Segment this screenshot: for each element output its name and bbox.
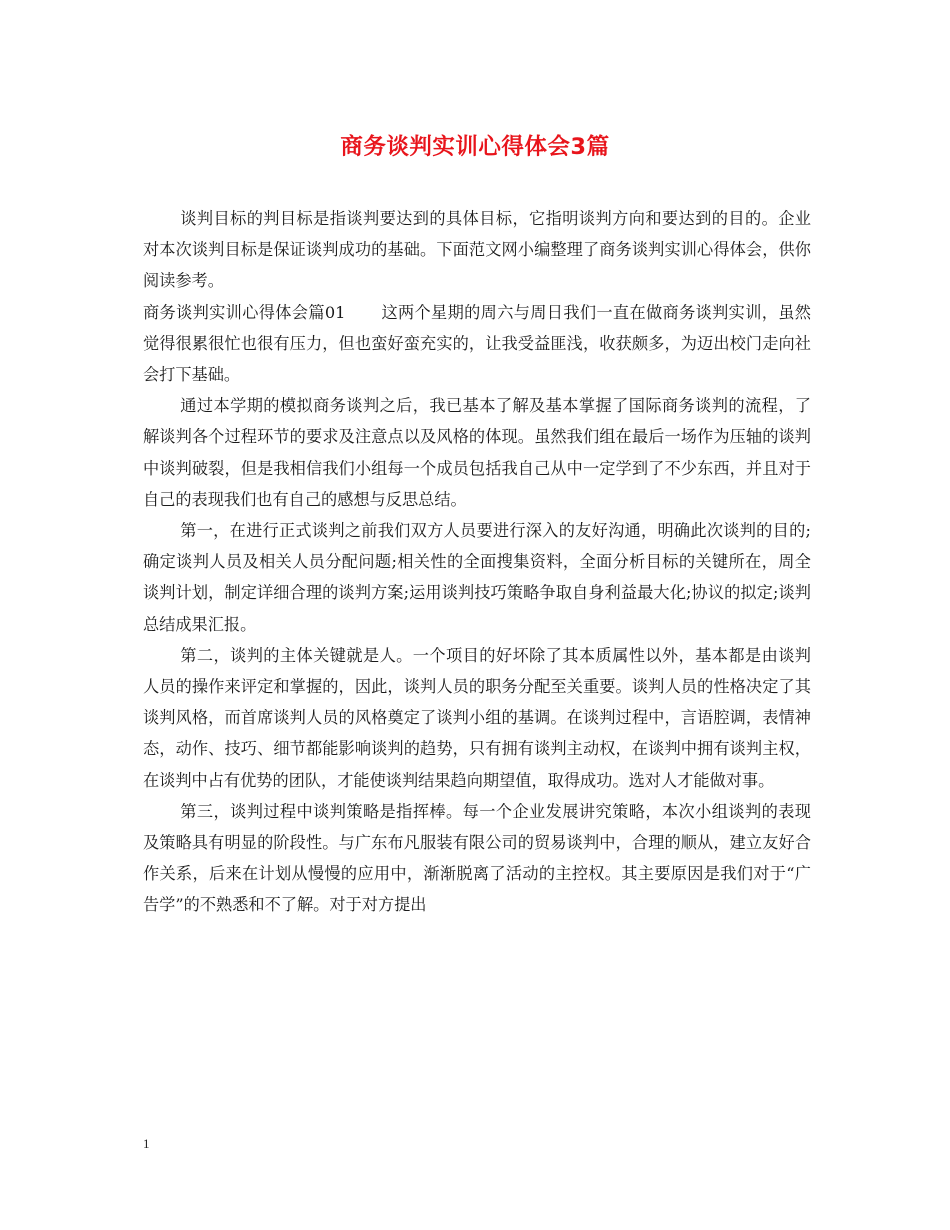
page-number: 1: [143, 1136, 150, 1151]
document-body: [143, 203, 811, 921]
section-heading: 商务谈判实训心得体会篇01: [143, 302, 346, 322]
section-first-text: 这两个星期的周六与周日我们一直在做商务谈判实训，虽然觉得很累很忙也很有压力，但也蛮好蛮充实的，让我受益匪浅，收获颇多，为迈出校门走向社会打下基础。: [143, 302, 811, 385]
paragraph-2: 通过本学期的模拟商务谈判之后，我已基本了解及基本掌握了国际商务谈判的流程，了解谈判各个过程环节的要求及注意点以及风格的体现。虽然我们组在最后一场作为压轴的谈判中谈判破裂，但是我相信我们小组每一个成员包括我自己从中一定学到了不少东西，并且对于自己的表现我们也有自己的感想与反思总结。: [143, 396, 811, 509]
document-title: 商务谈判实训心得体会3篇: [340, 134, 610, 160]
section-first-paragraph: [143, 297, 811, 391]
intro-paragraph: 谈判目标的判目标是指谈判要达到的具体目标，它指明谈判方向和要达到的目的。企业对本次谈判目标是保证谈判成功的基础。下面范文网小编整理了商务谈判实训心得体会，供你阅读参考。: [143, 209, 811, 291]
paragraph-4: 第二，谈判的主体关键就是人。一个项目的好坏除了其本质属性以外，基本都是由谈判人员的操作来评定和掌握的，因此，谈判人员的职务分配至关重要。谈判人员的性格决定了其谈判风格，而首席谈判人员的风格奠定了谈判小组的基调。在谈判过程中，言语腔调，表情神态，动作、技巧、细节都能影响谈判的趋势，只有拥有谈判主动权，在谈判中拥有谈判主权，在谈判中占有优势的团队，才能使谈判结果趋向期望值，取得成功。选对人才能做对事。: [143, 645, 811, 790]
paragraph-5: 第三，谈判过程中谈判策略是指挥棒。每一个企业发展讲究策略，本次小组谈判的表现及策略具有明显的阶段性。与广东布凡服装有限公司的贸易谈判中，合理的顺从，建立友好合作关系，后来在计划从慢慢的应用中，渐渐脱离了活动的主控权。其主要原因是我们对于“广告学”的不熟悉和不了解。对于对方提出: [143, 801, 811, 915]
paragraph-3: 第一，在进行正式谈判之前我们双方人员要进行深入的友好沟通，明确此次谈判的目的;确定谈判人员及相关人员分配问题;相关性的全面搜集资料，全面分析目标的关键所在，周全谈判计划，制定详细合理的谈判方案;运用谈判技巧策略争取自身利益最大化;协议的拟定;谈判总结成果汇报。: [143, 521, 811, 634]
